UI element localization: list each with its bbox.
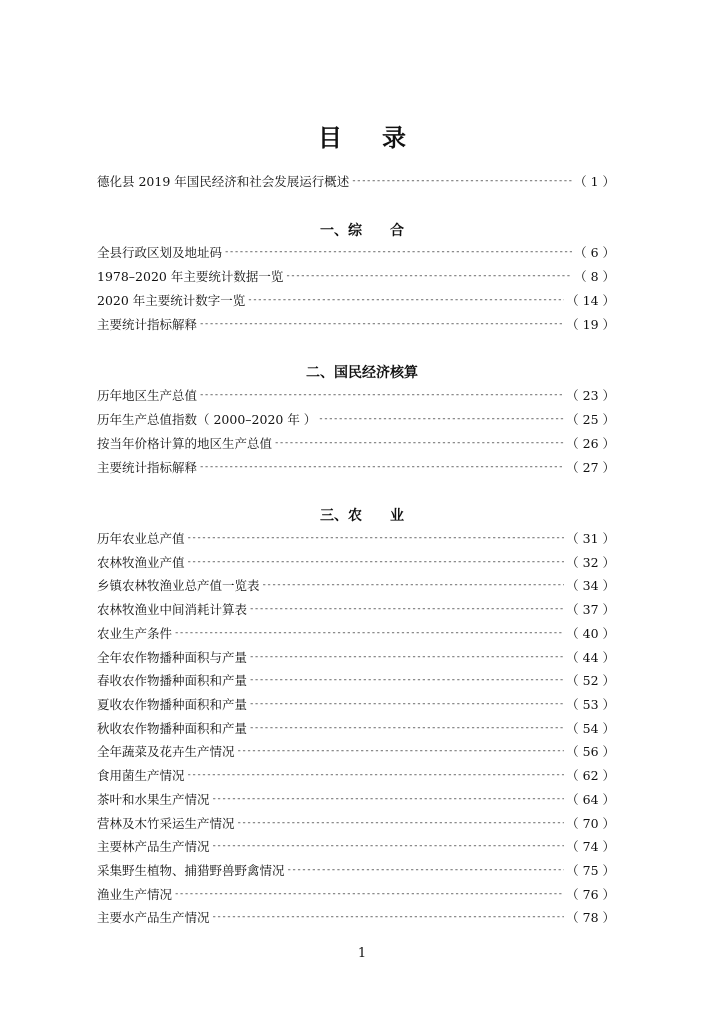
toc-entry-label: 渔业生产情况	[97, 887, 173, 902]
toc-entry-page: （ 62 ）	[566, 768, 615, 783]
toc-entry-page: （ 52 ）	[566, 673, 615, 688]
toc-entry-page: （ 54 ）	[566, 721, 615, 736]
dot-leader	[212, 794, 565, 804]
toc-entry-page: （ 8 ）	[574, 269, 615, 284]
toc-entry[interactable]	[97, 717, 615, 739]
toc-entry-label: 营林及木竹采运生产情况	[97, 816, 235, 831]
toc-entry-label: 夏收农作物播种面积和产量	[97, 697, 248, 712]
toc-entry-page: （ 6 ）	[574, 245, 615, 260]
toc-entry[interactable]	[97, 906, 615, 928]
dot-leader	[199, 390, 564, 400]
toc-entry[interactable]	[97, 788, 615, 810]
toc-entry-page: （ 1 ）	[574, 174, 615, 189]
toc-entry-label: 农林牧渔业产值	[97, 555, 185, 570]
toc-entry-page: （ 27 ）	[566, 460, 615, 475]
toc-entry[interactable]	[97, 574, 615, 596]
toc-entry-label: 主要林产品生产情况	[97, 839, 210, 854]
toc-entry-label: 1978–2020 年主要统计数据一览	[97, 269, 284, 284]
toc-entry-page: （ 25 ）	[566, 412, 615, 427]
dot-leader	[224, 247, 572, 257]
toc-entry-label: 全年蔬菜及花卉生产情况	[97, 744, 235, 759]
toc-entry[interactable]	[97, 812, 615, 834]
toc-entry[interactable]	[97, 883, 615, 905]
toc-entry-page: （ 75 ）	[566, 863, 615, 878]
dot-leader	[249, 652, 564, 662]
title-part-1: 目	[318, 123, 342, 152]
toc-entry[interactable]	[97, 241, 615, 263]
toc-entry[interactable]	[97, 835, 615, 857]
toc-entry-page: （ 19 ）	[566, 317, 615, 332]
toc-entry-page: （ 14 ）	[566, 293, 615, 308]
toc-entry[interactable]	[97, 408, 615, 430]
toc-entry-page: （ 32 ）	[566, 555, 615, 570]
dot-leader	[285, 271, 572, 281]
toc-entry-label: 全年农作物播种面积与产量	[97, 650, 248, 665]
toc-entry-page: （ 53 ）	[566, 697, 615, 712]
toc-entry-label: 春收农作物播种面积和产量	[97, 673, 248, 688]
dot-leader	[274, 438, 564, 448]
toc-entry-page: （ 70 ）	[566, 816, 615, 831]
dot-leader	[247, 295, 564, 305]
toc-entry[interactable]	[97, 693, 615, 715]
toc-entry-page: （ 78 ）	[566, 910, 615, 925]
toc-entry-label: 主要统计指标解释	[97, 317, 198, 332]
toc-entry-page: （ 56 ）	[566, 744, 615, 759]
dot-leader	[249, 604, 564, 614]
toc-entry[interactable]	[97, 527, 615, 549]
toc-entry-label: 历年农业总产值	[97, 531, 185, 546]
toc-entry-label: 秋收农作物播种面积和产量	[97, 721, 248, 736]
toc-entry[interactable]	[97, 265, 615, 287]
toc-entry-page: （ 40 ）	[566, 626, 615, 641]
dot-leader	[351, 176, 572, 186]
toc-entry-intro[interactable]	[97, 170, 615, 192]
toc-entry[interactable]	[97, 646, 615, 668]
toc-entry-label: 食用菌生产情况	[97, 768, 185, 783]
toc-entry[interactable]	[97, 764, 615, 786]
toc-entry-label: 按当年价格计算的地区生产总值	[97, 436, 273, 451]
toc-entry-page: （ 34 ）	[566, 578, 615, 593]
toc-entry-label: 农林牧渔业中间消耗计算表	[97, 602, 248, 617]
dot-leader	[237, 818, 565, 828]
toc-entry-page: （ 76 ）	[566, 887, 615, 902]
toc-entry[interactable]	[97, 598, 615, 620]
toc-entry[interactable]	[97, 740, 615, 762]
page-title	[0, 118, 724, 153]
section-heading-3: 三、农 业	[320, 508, 404, 524]
dot-leader	[287, 865, 565, 875]
dot-leader	[174, 889, 564, 899]
dot-leader	[187, 557, 565, 567]
dot-leader	[318, 414, 564, 424]
dot-leader	[237, 746, 565, 756]
toc-entry-label: 主要水产品生产情况	[97, 910, 210, 925]
toc-entry-label: 全县行政区划及地址码	[97, 245, 223, 260]
toc-entry-label: 采集野生植物、捕猎野兽野禽情况	[97, 863, 285, 878]
toc-entry-page: （ 44 ）	[566, 650, 615, 665]
toc-entry[interactable]	[97, 456, 615, 478]
toc-entry[interactable]	[97, 669, 615, 691]
toc-entry-page: （ 37 ）	[566, 602, 615, 617]
dot-leader	[187, 770, 565, 780]
toc-entry-label: 2020 年主要统计数字一览	[97, 293, 246, 308]
page-number: 1	[357, 946, 367, 961]
dot-leader	[212, 841, 565, 851]
toc-entry-label: 乡镇农林牧渔业总产值一览表	[97, 578, 260, 593]
dot-leader	[249, 699, 564, 709]
toc-entry-label: 德化县 2019 年国民经济和社会发展运行概述	[97, 174, 350, 189]
toc-entry[interactable]	[97, 622, 615, 644]
toc-entry-page: （ 74 ）	[566, 839, 615, 854]
dot-leader	[212, 912, 565, 922]
toc-entry-label: 农业生产条件	[97, 626, 173, 641]
toc-entry-page: （ 64 ）	[566, 792, 615, 807]
toc-entry[interactable]	[97, 384, 615, 406]
dot-leader	[199, 462, 564, 472]
dot-leader	[249, 675, 564, 685]
dot-leader	[249, 723, 564, 733]
toc-entry[interactable]	[97, 432, 615, 454]
toc-entry-page: （ 26 ）	[566, 436, 615, 451]
section-heading-1: 一、综 合	[320, 223, 404, 239]
toc-entry-label: 历年地区生产总值	[97, 388, 198, 403]
toc-entry-label: 主要统计指标解释	[97, 460, 198, 475]
toc-entry-label: 历年生产总值指数（ 2000–2020 年 ）	[97, 412, 317, 427]
toc-entry-page: （ 23 ）	[566, 388, 615, 403]
title-part-2: 录	[382, 123, 406, 152]
toc-entry-label: 茶叶和水果生产情况	[97, 792, 210, 807]
toc-entry-page: （ 31 ）	[566, 531, 615, 546]
dot-leader	[199, 319, 564, 329]
toc-entry[interactable]	[97, 313, 615, 335]
toc-entry[interactable]	[97, 551, 615, 573]
dot-leader	[174, 628, 564, 638]
dot-leader	[187, 533, 565, 543]
section-heading-2: 二、国民经济核算	[306, 365, 418, 381]
toc-entry[interactable]	[97, 859, 615, 881]
toc-entry[interactable]	[97, 289, 615, 311]
dot-leader	[262, 580, 565, 590]
